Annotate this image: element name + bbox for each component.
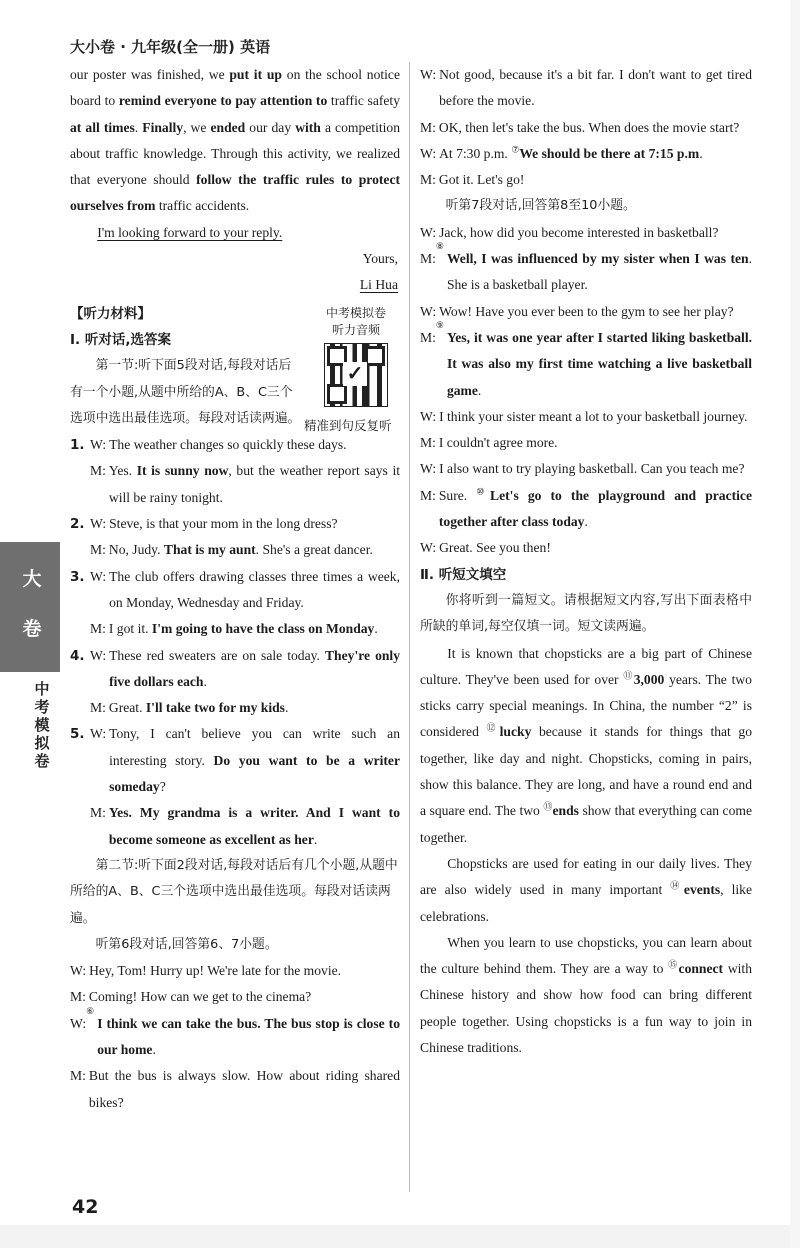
part2-instruction: 你将听到一篇短文。请根据短文内容,写出下面表格中所缺的单词,每空仅填一词。短文读两遍。 <box>420 592 752 635</box>
blank-number: ⑬ <box>543 801 553 812</box>
text-run: Not good, because it's a bit far. I don't want to get tired before the movie. <box>439 67 752 109</box>
blank-number: ⑫ <box>486 722 500 733</box>
text-run: . <box>699 145 703 161</box>
dialogue-text <box>106 800 400 853</box>
question-marker: ⑨ <box>435 319 444 330</box>
dialogue-line <box>420 535 752 561</box>
speaker: M: <box>70 989 86 1005</box>
answer-text: put it up <box>229 67 282 82</box>
text-run: a competition about traffic knowledge. Through this activity, we realized that everyone should <box>70 119 400 188</box>
speaker: W: <box>420 224 437 240</box>
dialogue-line <box>420 319 752 404</box>
dialogue-text <box>86 958 400 984</box>
answer-text: events <box>683 882 721 898</box>
text-run: No, Judy. <box>108 542 164 558</box>
listening-section-title: 【听力材料】 <box>70 305 151 322</box>
speaker: M: <box>420 251 436 267</box>
dialogue-line <box>420 220 752 246</box>
blank-number: ⑮ <box>668 959 679 970</box>
dialogue-line <box>90 511 400 537</box>
dialogue-text <box>86 984 400 1010</box>
question-number <box>70 458 90 511</box>
text-run: years. The two sticks carry special meanings. In China, the number “2” is considered <box>420 671 752 740</box>
text-run: I got it. <box>108 621 152 637</box>
dialogue-text <box>106 537 400 563</box>
speaker: M: <box>90 463 106 479</box>
text-run: traffic accidents. <box>155 198 250 214</box>
text-run: . She is a basketball player. <box>446 251 752 293</box>
running-header: 大小卷 · 九年级(全一册) 英语 <box>70 38 271 56</box>
qr-code-icon[interactable]: ✓ <box>324 343 388 407</box>
passage <box>420 641 752 1062</box>
text-run: , like celebrations. <box>420 882 752 924</box>
side-label: 中考模拟卷 <box>34 680 50 770</box>
text-run: ? <box>159 779 166 795</box>
answer-text: remind everyone to pay attention to <box>118 93 328 109</box>
dialogue-line <box>420 299 752 325</box>
answer-text: Yes, it was one year after I started liking basketball. It was also my first time watching a live basketball game <box>446 329 752 398</box>
answer-text: with <box>295 119 321 135</box>
page-bottom-edge <box>0 1225 800 1248</box>
dialogue-text <box>106 564 400 617</box>
right-column <box>420 62 752 1061</box>
text-run: . <box>203 673 207 689</box>
answer-text: connect <box>678 961 724 977</box>
answer-text: We should be there at 7:15 p.m <box>519 145 700 161</box>
question-number: 3. <box>70 568 85 585</box>
part1-title: Ⅰ. 听对话,选答案 <box>70 331 171 348</box>
text-run: our poster was finished, we <box>70 67 230 82</box>
question-number <box>70 537 90 563</box>
text-run: The weather changes so quickly these days. <box>109 437 347 453</box>
dialogue-line <box>90 616 400 642</box>
answer-text: I think we can take the bus. The bus stop is close to our home <box>97 1015 400 1057</box>
dialogue-line <box>90 458 400 511</box>
letter-yours: Yours, <box>362 251 398 267</box>
speaker: M: <box>90 805 106 821</box>
text-run: I think your sister meant a lot to your basketball journey. <box>439 408 748 424</box>
dialogue-text <box>436 404 752 430</box>
dialogue-text <box>106 458 400 511</box>
speaker: M: <box>90 621 106 637</box>
page-right-edge <box>790 0 800 1248</box>
dialogue-line <box>420 456 752 482</box>
text-run: But the bus is always slow. How about riding shared bikes? <box>88 1068 400 1110</box>
text-run: Jack, how did you become interested in basketball? <box>439 224 719 240</box>
part1-intro: 第一节:听下面5段对话,每段对话后有一个小题,从题中所给的A、B、C三个选项中选出最佳选项。每段对话读两遍。 <box>70 358 301 426</box>
part2-section-intro: 第二节:听下面2段对话,每段对话后有几个小题,从题中所给的A、B、C三个选项中选出最佳选项。每段对话读两遍。 <box>70 857 398 926</box>
speaker: W: <box>70 963 87 979</box>
answer-text: ended <box>210 119 246 135</box>
text-run: . <box>152 1041 156 1057</box>
part1-items <box>70 432 400 853</box>
text-run: OK, then let's take the bus. When does the movie start? <box>438 119 740 135</box>
page-number: 42 <box>72 1196 99 1218</box>
question-number: 5. <box>70 726 85 743</box>
text-run: because it stands for things that go together, like day and night. Chopsticks, coming in pairs, show this balance. They are long, and have a round end and a square end. The two <box>420 724 752 819</box>
text-run: with Chinese history and show how food can bring different people together. Using chopsticks is a fun way to join in Chinese traditions. <box>420 961 752 1055</box>
answer-text: at all times <box>70 119 135 135</box>
text-run: . <box>134 119 143 135</box>
dialogue-line <box>70 1005 400 1064</box>
dialogue-text <box>436 115 752 141</box>
dialogue-line <box>70 984 400 1010</box>
question-item <box>70 564 400 617</box>
side-tab-juan: 卷 <box>22 618 42 640</box>
text-run: Chopsticks are used for eating in our daily lives. They are also widely used in many important <box>420 855 752 898</box>
text-run: , we <box>183 119 211 135</box>
blank-number: ⑩ <box>476 486 491 497</box>
answer-text: It is sunny now <box>136 463 229 479</box>
question-item <box>70 511 400 537</box>
answer-text: Finally <box>142 119 184 135</box>
speaker: M: <box>90 542 106 558</box>
text-run: Got it. Let's go! <box>438 172 525 188</box>
question-marker: ⑥ <box>86 1005 95 1016</box>
letter-paragraph <box>70 62 400 220</box>
speaker: W: <box>90 647 107 663</box>
text-run: . <box>313 831 318 847</box>
answer-text: Do you want to be a writer someday <box>109 752 400 795</box>
question-item <box>70 432 400 458</box>
answer-text: That is my aunt <box>163 542 256 558</box>
text-run: Great. <box>108 700 146 716</box>
question-item <box>70 458 400 511</box>
dialogue-line <box>90 643 400 696</box>
dialogue-text <box>436 483 752 536</box>
dialogue-line <box>420 430 752 456</box>
dialogue-text <box>436 299 752 325</box>
speaker: M: <box>420 435 436 451</box>
dialogue-text <box>106 511 400 537</box>
dialogue-line <box>90 432 400 458</box>
dialogue-text <box>444 246 752 299</box>
qr-caption-2: 听力音频 <box>331 323 380 337</box>
text-run: , but the weather report says it will be rainy tonight. <box>108 463 400 505</box>
text-run: on the school notice board to <box>70 67 400 109</box>
answer-text: They're only five dollars each <box>109 647 401 689</box>
qr-caption-3: 精准到句反复听 <box>304 418 392 433</box>
text-run: Yes. <box>108 463 137 479</box>
side-tab <box>0 542 60 672</box>
speaker: W: <box>420 303 437 319</box>
text-run: Great. See you then! <box>439 540 551 556</box>
dialogue-line <box>420 141 752 167</box>
text-run: . She's a great dancer. <box>255 542 373 558</box>
dialogue-text <box>444 325 752 404</box>
answer-text: ends <box>552 803 579 819</box>
dialogue6-part1 <box>70 958 400 1116</box>
dialogue-text <box>106 721 400 800</box>
text-run: . <box>584 514 588 530</box>
dialogue-text <box>106 432 400 458</box>
dialogue-text <box>106 616 400 642</box>
dialogue-text <box>436 167 752 193</box>
text-run: Hey, Tom! Hurry up! We're late for the movie. <box>89 963 342 979</box>
speaker: W: <box>90 568 107 584</box>
dialogue-text <box>94 1011 400 1064</box>
text-run: our day <box>245 119 296 135</box>
speaker: W: <box>420 540 437 556</box>
text-run: Steve, is that your mom in the long dress? <box>109 516 338 532</box>
blank-number: ⑪ <box>623 670 634 681</box>
dialogue-line <box>420 483 752 536</box>
dialogue-line <box>420 241 752 299</box>
answer-text: lucky <box>499 724 532 740</box>
question-item <box>70 721 400 800</box>
speaker: W: <box>420 461 437 477</box>
speaker: W: <box>90 726 107 742</box>
column-divider <box>409 62 410 1192</box>
text-run: Wow! Have you ever been to the gym to see her play? <box>439 303 734 319</box>
answer-text: I'm going to have the class on Monday <box>151 621 375 637</box>
speaker: M: <box>70 1068 86 1084</box>
question-number <box>70 800 90 853</box>
text-run: It is known that chopsticks are a big part of Chinese culture. They've been used for over <box>420 645 752 687</box>
text-run: When you learn to use chopsticks, you can learn about the culture behind them. They are a way to <box>420 934 752 977</box>
speaker: W: <box>420 408 437 424</box>
answer-text: Yes. My grandma is a writer. And I want to become someone as excellent as her <box>108 805 400 847</box>
question-number: 4. <box>70 647 85 664</box>
left-column <box>70 62 400 1116</box>
qr-block[interactable] <box>306 305 406 407</box>
text-run: . <box>477 382 482 398</box>
speaker: W: <box>70 1015 87 1031</box>
passage-paragraph <box>420 930 752 1061</box>
question-number: 1. <box>70 437 85 454</box>
dialogue-line <box>420 167 752 193</box>
text-run: These red sweaters are on sale today. <box>109 647 325 663</box>
question-item <box>70 800 400 853</box>
dialogue-line <box>70 1063 400 1116</box>
dialogue-text <box>436 430 752 456</box>
question-item <box>70 695 400 721</box>
question-number <box>70 616 90 642</box>
text-run: Sure. <box>438 487 477 503</box>
passage-paragraph <box>420 851 752 930</box>
side-tab-big: 大 <box>22 568 42 590</box>
answer-text: 3,000 <box>633 671 665 687</box>
speaker: W: <box>420 67 437 82</box>
dialogue-line <box>420 404 752 430</box>
dialogue6-title: 听第6段对话,回答第6、7小题。 <box>95 936 278 952</box>
speaker: M: <box>420 119 436 135</box>
dialogue6-part2 <box>420 62 752 193</box>
passage-paragraph <box>420 641 752 851</box>
dialogue7 <box>420 220 752 562</box>
dialogue7-title: 听第7段对话,回答第8至10小题。 <box>445 198 636 214</box>
text-run: The club offers drawing classes three times a week, on Monday, Wednesday and Friday. <box>109 568 400 610</box>
dialogue-text <box>436 220 752 246</box>
speaker: M: <box>420 329 436 345</box>
dialogue-line <box>90 800 400 853</box>
speaker: M: <box>90 700 106 716</box>
text-run: traffic safety <box>327 93 400 109</box>
text-run: I couldn't agree more. <box>438 435 558 451</box>
text-run: show that everything can come together. <box>420 803 752 845</box>
dialogue-line <box>90 537 400 563</box>
answer-text: I'll take two for my kids <box>145 700 285 716</box>
qr-caption-1: 中考模拟卷 <box>325 306 386 320</box>
part2-title: Ⅱ. 听短文填空 <box>420 566 507 583</box>
dialogue-line <box>90 564 400 617</box>
answer-text: follow the traffic rules to protect ourselves from <box>70 172 401 214</box>
answer-text: Well, I was influenced by my sister when I was ten <box>446 251 749 267</box>
dialogue-text <box>436 535 752 561</box>
dialogue-line <box>90 721 400 800</box>
speaker: M: <box>420 487 436 503</box>
question-item <box>70 643 400 696</box>
dialogue-line <box>70 958 400 984</box>
dialogue-line <box>420 115 752 141</box>
dialogue-text <box>106 695 400 721</box>
answer-text: Let's go to the playground and practice together after class today <box>438 487 752 530</box>
speaker: W: <box>90 516 107 532</box>
question-number: 2. <box>70 516 85 533</box>
dialogue-text <box>436 62 752 115</box>
text-run: Tony, I can't believe you can write such an interesting story. <box>109 726 400 768</box>
blank-number: ⑦ <box>511 144 520 155</box>
question-marker: ⑧ <box>435 241 444 252</box>
dialogue-text <box>436 141 752 167</box>
dialogue-line <box>90 695 400 721</box>
dialogue-text <box>436 456 752 482</box>
question-item <box>70 616 400 642</box>
dialogue-text <box>86 1063 400 1116</box>
text-run: . <box>284 700 289 716</box>
text-run: I also want to try playing basketball. Can you teach me? <box>439 461 745 477</box>
blank-number: ⑭ <box>670 880 684 891</box>
speaker: W: <box>420 145 437 161</box>
speaker: M: <box>420 172 436 188</box>
dialogue-text <box>106 643 400 696</box>
question-item <box>70 537 400 563</box>
speaker: W: <box>90 437 107 453</box>
letter-closing-line: I'm looking forward to your reply. <box>97 224 283 240</box>
text-run: Coming! How can we get to the cinema? <box>88 989 312 1005</box>
question-number <box>70 695 90 721</box>
text-run: . <box>374 621 378 637</box>
letter-signature: Li Hua <box>359 277 398 293</box>
text-run: At 7:30 p.m. <box>439 145 512 161</box>
dialogue-line <box>420 62 752 115</box>
